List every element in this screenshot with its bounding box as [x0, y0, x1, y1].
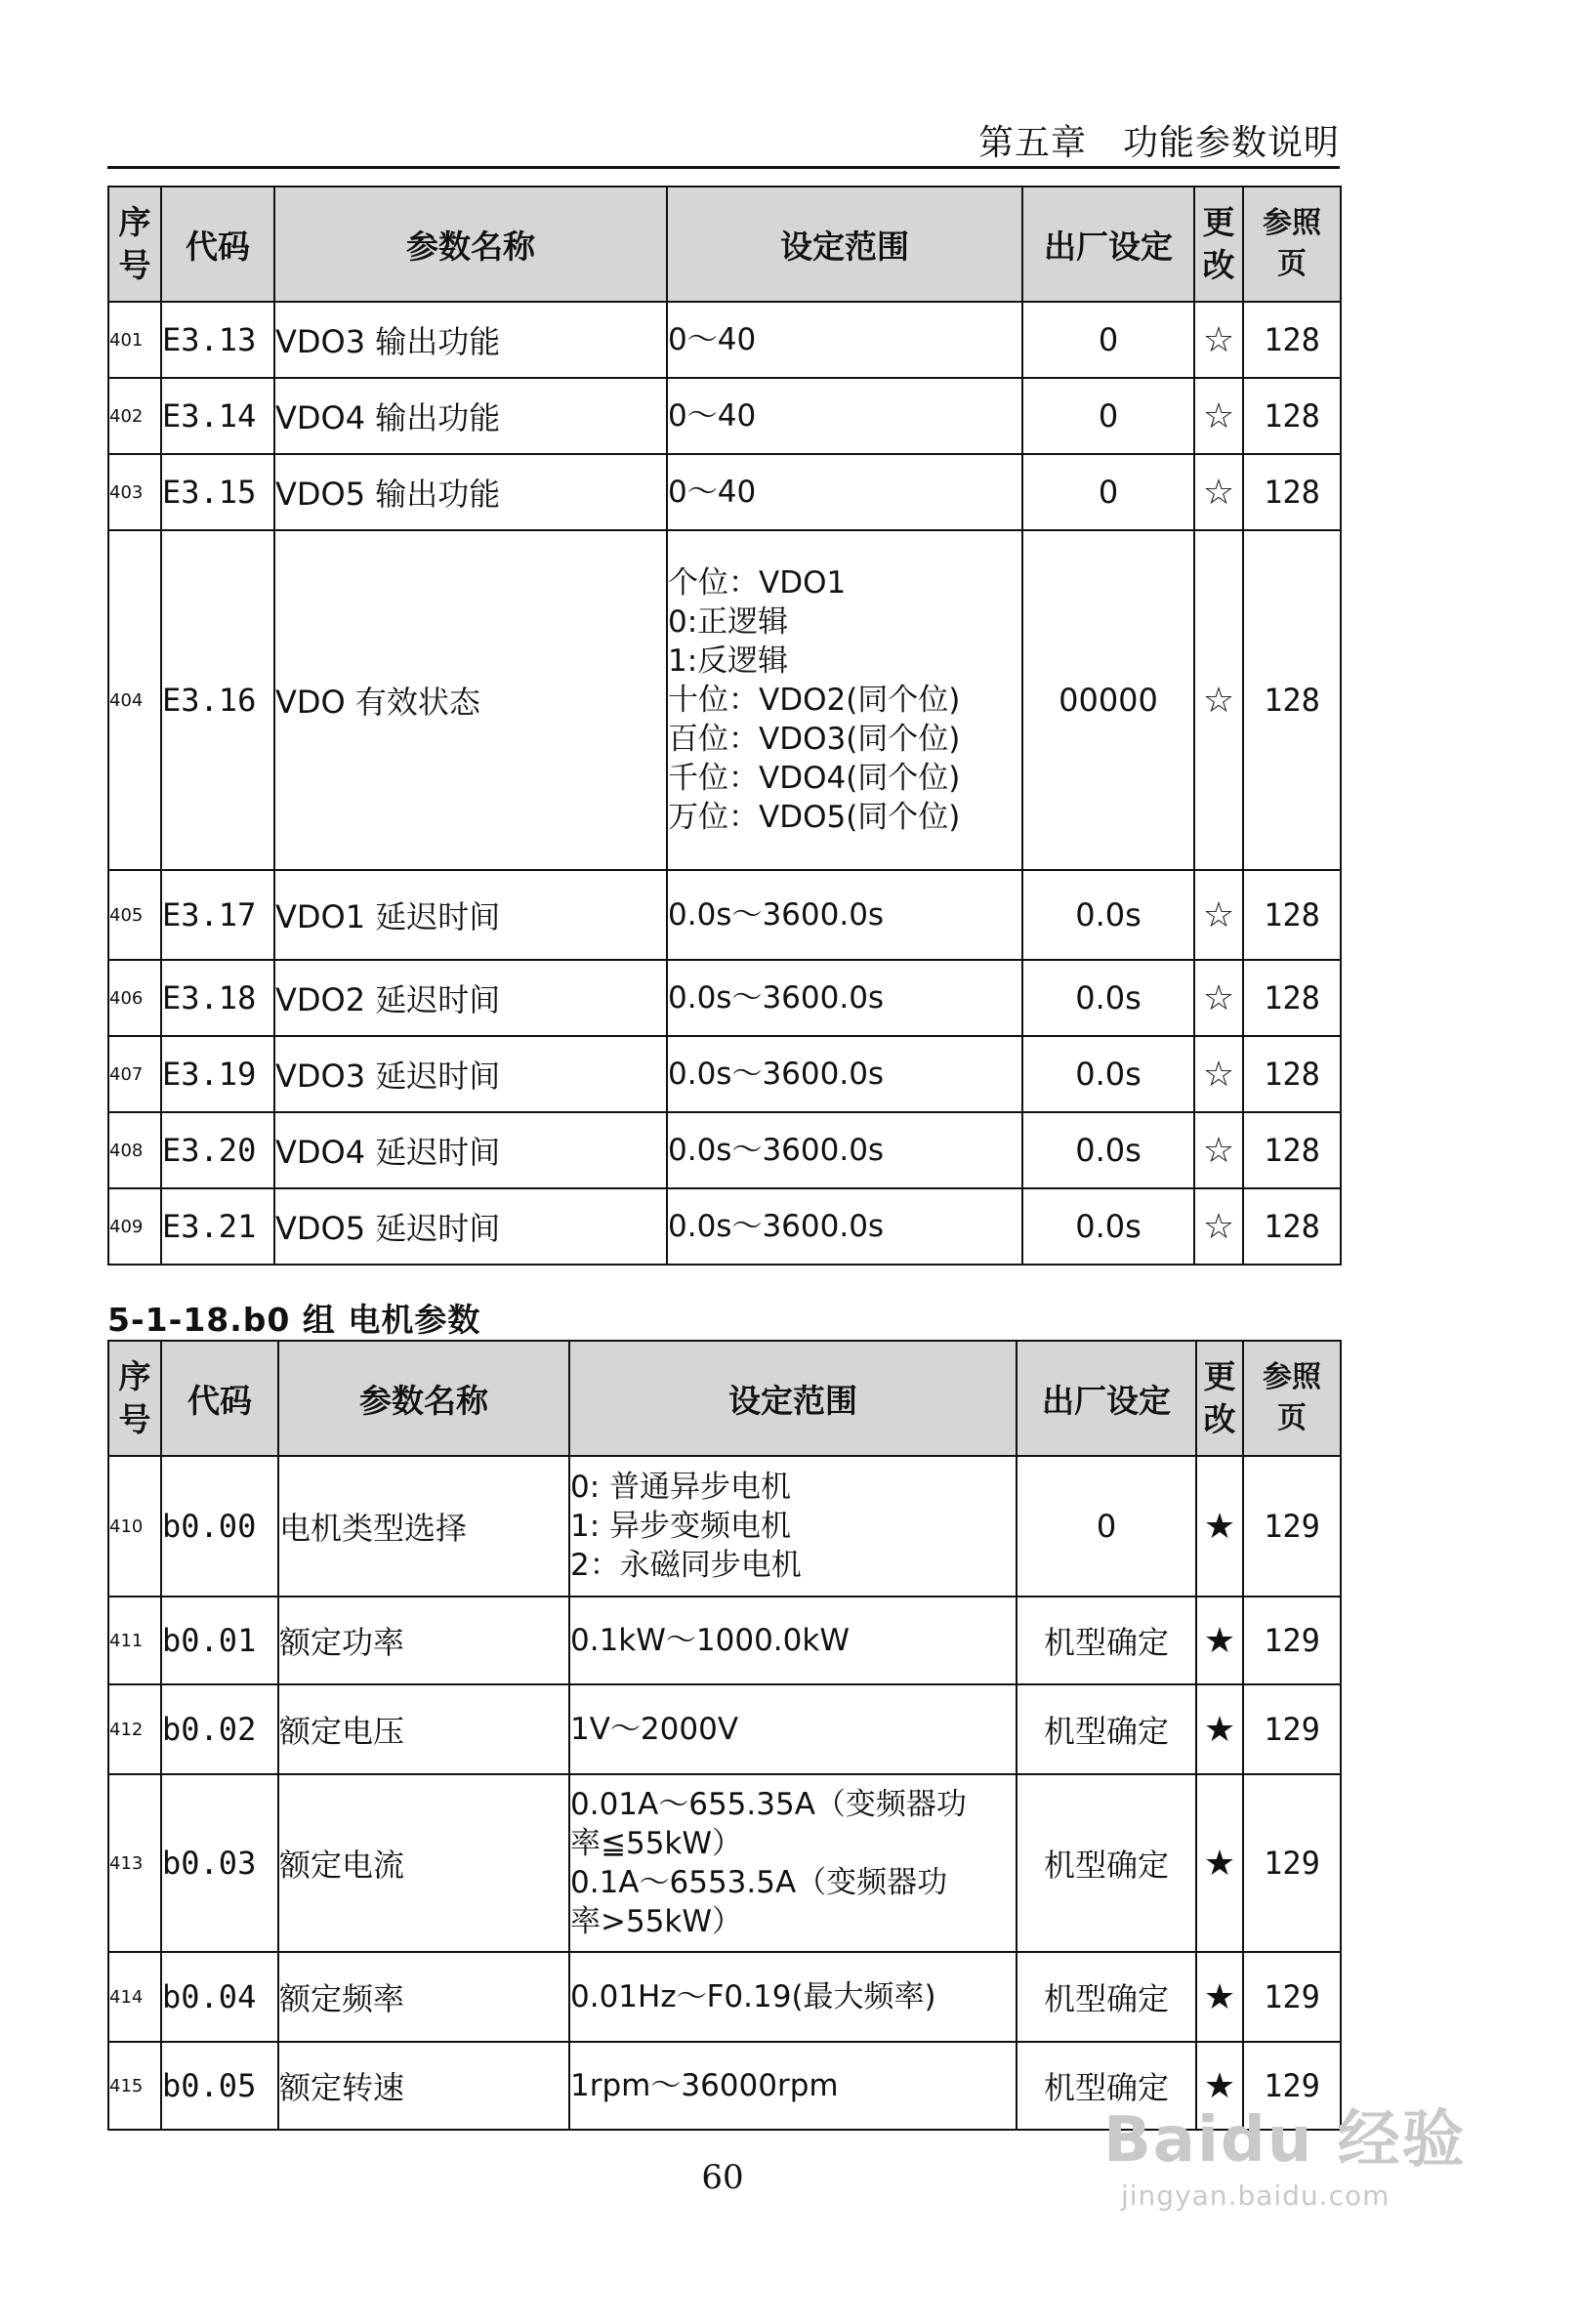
name-cell: VDO3 延迟时间 [274, 1036, 667, 1112]
range-line: 0:正逻辑 [668, 604, 789, 640]
header-code: 代码 [161, 1341, 278, 1456]
seq-cell: 415 [108, 2042, 161, 2130]
ref-cell: 129 [1243, 1774, 1341, 1952]
ref-cell: 128 [1243, 1188, 1341, 1265]
default-cell: 0 [1022, 454, 1194, 530]
seq-cell: 402 [108, 378, 161, 454]
range-line: 0.1kW～1000.0kW [570, 1623, 850, 1658]
seq-cell: 407 [108, 1036, 161, 1112]
code-cell: E3.15 [161, 454, 274, 530]
range-line: 0.0s～3600.0s [668, 1057, 885, 1092]
seq-cell: 410 [108, 1456, 161, 1597]
table-header-row [108, 1341, 1341, 1456]
name-cell: VDO2 延迟时间 [274, 960, 667, 1036]
parameter-table-e3 [107, 186, 1342, 1266]
ref-cell: 128 [1243, 1036, 1341, 1112]
range-line: 率≦55kW） [570, 1826, 743, 1861]
ref-cell: 128 [1243, 870, 1341, 960]
table-row [108, 302, 1341, 378]
default-cell: 0.0s [1022, 960, 1194, 1036]
range-cell [569, 2042, 1017, 2130]
name-cell: 电机类型选择 [278, 1456, 569, 1597]
parameter-table-b0 [107, 1340, 1342, 2131]
range-cell [569, 1684, 1017, 1774]
seq-cell: 411 [108, 1597, 161, 1684]
header-code: 代码 [161, 187, 274, 302]
range-line: 0.0s～3600.0s [668, 897, 885, 933]
name-cell: VDO4 输出功能 [274, 378, 667, 454]
watermark [1103, 2090, 1474, 2212]
page-number: 60 [701, 2158, 744, 2197]
range-cell [667, 454, 1022, 530]
table-row [108, 530, 1341, 870]
table-row [108, 1112, 1341, 1188]
code-cell: b0.04 [161, 1952, 278, 2042]
range-line: 0: 普通异步电机 [570, 1470, 792, 1505]
header-seq: 序 号 [108, 1341, 161, 1456]
range-line: 0～40 [668, 398, 757, 434]
code-cell: E3.16 [161, 530, 274, 870]
code-cell: b0.02 [161, 1684, 278, 1774]
white-star-icon: ☆ [1194, 870, 1243, 960]
range-line: 2：永磁同步电机 [570, 1548, 802, 1583]
range-cell [569, 1952, 1017, 2042]
name-cell: VDO3 输出功能 [274, 302, 667, 378]
name-cell: 额定电流 [278, 1774, 569, 1952]
seq-cell: 401 [108, 302, 161, 378]
table2-body [108, 1456, 1341, 2130]
black-star-icon: ★ [1196, 2042, 1243, 2130]
default-cell: 0.0s [1022, 1112, 1194, 1188]
range-line: 0.01Hz～F0.19(最大频率) [570, 1979, 936, 2014]
table-row [108, 1774, 1341, 1952]
black-star-icon: ★ [1196, 1684, 1243, 1774]
default-cell: 0.0s [1022, 1188, 1194, 1265]
header-name: 参数名称 [274, 187, 667, 302]
white-star-icon: ☆ [1194, 454, 1243, 530]
black-star-icon: ★ [1196, 1456, 1243, 1597]
name-cell: VDO5 输出功能 [274, 454, 667, 530]
white-star-icon: ☆ [1194, 530, 1243, 870]
table-row [108, 1456, 1341, 1597]
range-cell [667, 1036, 1022, 1112]
range-cell [569, 1774, 1017, 1952]
table-row [108, 1952, 1341, 2042]
ref-cell: 129 [1243, 1456, 1341, 1597]
range-cell [667, 1188, 1022, 1265]
header-ref: 参照 页 [1243, 187, 1341, 302]
chapter-header: 第五章 功能参数说明 [977, 123, 1340, 163]
white-star-icon: ☆ [1194, 960, 1243, 1036]
code-cell: b0.03 [161, 1774, 278, 1952]
range-cell [667, 302, 1022, 378]
black-star-icon: ★ [1196, 1774, 1243, 1952]
header-change: 更 改 [1196, 1341, 1243, 1456]
code-cell: E3.17 [161, 870, 274, 960]
default-cell: 机型确定 [1017, 1774, 1196, 1952]
default-cell: 机型确定 [1017, 2042, 1196, 2130]
name-cell: VDO 有效状态 [274, 530, 667, 870]
code-cell: E3.21 [161, 1188, 274, 1265]
header-name: 参数名称 [278, 1341, 569, 1456]
name-cell: VDO5 延迟时间 [274, 1188, 667, 1265]
header-range: 设定范围 [667, 187, 1022, 302]
range-line: 0.1A～6553.5A（变频器功 [570, 1865, 948, 1900]
range-line: 1rpm～36000rpm [570, 2068, 839, 2103]
ref-cell: 129 [1243, 1684, 1341, 1774]
seq-cell: 409 [108, 1188, 161, 1265]
table-row [108, 870, 1341, 960]
table-row [108, 378, 1341, 454]
name-cell: 额定功率 [278, 1597, 569, 1684]
range-cell [667, 378, 1022, 454]
seq-cell: 413 [108, 1774, 161, 1952]
table-row [108, 1036, 1341, 1112]
ref-cell: 128 [1243, 454, 1341, 530]
header-seq: 序 号 [108, 187, 161, 302]
black-star-icon: ★ [1196, 1952, 1243, 2042]
name-cell: 额定电压 [278, 1684, 569, 1774]
range-cell [667, 870, 1022, 960]
table-row [108, 960, 1341, 1036]
range-line: 万位：VDO5(同个位) [668, 800, 961, 835]
range-line: 千位：VDO4(同个位) [668, 761, 961, 796]
white-star-icon: ☆ [1194, 302, 1243, 378]
range-cell [569, 1597, 1017, 1684]
range-line: 0.0s～3600.0s [668, 1209, 885, 1244]
range-line: 1: 异步变频电机 [570, 1509, 792, 1544]
code-cell: b0.00 [161, 1456, 278, 1597]
code-cell: b0.01 [161, 1597, 278, 1684]
seq-cell: 414 [108, 1952, 161, 2042]
ref-cell: 128 [1243, 960, 1341, 1036]
code-cell: E3.18 [161, 960, 274, 1036]
seq-cell: 412 [108, 1684, 161, 1774]
watermark-url: jingyan.baidu.com [1121, 2179, 1391, 2212]
default-cell: 0 [1017, 1456, 1196, 1597]
default-cell: 机型确定 [1017, 1684, 1196, 1774]
white-star-icon: ☆ [1194, 1188, 1243, 1265]
range-line: 1:反逻辑 [668, 643, 789, 679]
header-rule [107, 166, 1340, 169]
default-cell: 0 [1022, 302, 1194, 378]
code-cell: E3.20 [161, 1112, 274, 1188]
header-default: 出厂设定 [1022, 187, 1194, 302]
range-cell [667, 530, 1022, 870]
name-cell: 额定转速 [278, 2042, 569, 2130]
range-line: 率>55kW） [570, 1904, 743, 1939]
seq-cell: 405 [108, 870, 161, 960]
range-line: 1V～2000V [570, 1712, 739, 1747]
seq-cell: 408 [108, 1112, 161, 1188]
seq-cell: 403 [108, 454, 161, 530]
white-star-icon: ☆ [1194, 378, 1243, 454]
ref-cell: 128 [1243, 302, 1341, 378]
range-line: 个位：VDO1 [668, 565, 847, 601]
header-range: 设定范围 [569, 1341, 1017, 1456]
header-change: 更 改 [1194, 187, 1243, 302]
range-line: 0.0s～3600.0s [668, 980, 885, 1016]
ref-cell: 128 [1243, 1112, 1341, 1188]
default-cell: 0.0s [1022, 1036, 1194, 1112]
table-row [108, 1597, 1341, 1684]
table-row [108, 454, 1341, 530]
code-cell: b0.05 [161, 2042, 278, 2130]
ref-cell: 128 [1243, 530, 1341, 870]
range-cell [569, 1456, 1017, 1597]
default-cell: 00000 [1022, 530, 1194, 870]
white-star-icon: ☆ [1194, 1036, 1243, 1112]
table1-body [108, 302, 1341, 1265]
table-row [108, 1684, 1341, 1774]
seq-cell: 406 [108, 960, 161, 1036]
name-cell: VDO4 延迟时间 [274, 1112, 667, 1188]
ref-cell: 129 [1243, 1952, 1341, 2042]
range-line: 0.0s～3600.0s [668, 1133, 885, 1168]
range-cell [667, 960, 1022, 1036]
watermark-logo: Baidu 经验 [1103, 2104, 1467, 2177]
table-row [108, 1188, 1341, 1265]
range-line: 0～40 [668, 322, 757, 357]
section-title: 5-1-18.b0 组 电机参数 [107, 1301, 481, 1339]
header-default: 出厂设定 [1017, 1341, 1196, 1456]
name-cell: 额定频率 [278, 1952, 569, 2042]
ref-cell: 129 [1243, 2042, 1341, 2130]
default-cell: 0 [1022, 378, 1194, 454]
range-cell [667, 1112, 1022, 1188]
table-header-row [108, 187, 1341, 302]
name-cell: VDO1 延迟时间 [274, 870, 667, 960]
range-line: 0.01A～655.35A（变频器功 [570, 1787, 967, 1822]
range-line: 十位：VDO2(同个位) [668, 683, 961, 718]
range-line: 百位：VDO3(同个位) [668, 722, 961, 757]
code-cell: E3.19 [161, 1036, 274, 1112]
header-ref: 参照 页 [1243, 1341, 1341, 1456]
white-star-icon: ☆ [1194, 1112, 1243, 1188]
ref-cell: 129 [1243, 1597, 1341, 1684]
ref-cell: 128 [1243, 378, 1341, 454]
code-cell: E3.13 [161, 302, 274, 378]
seq-cell: 404 [108, 530, 161, 870]
code-cell: E3.14 [161, 378, 274, 454]
black-star-icon: ★ [1196, 1597, 1243, 1684]
default-cell: 机型确定 [1017, 1952, 1196, 2042]
range-line: 0～40 [668, 475, 757, 510]
default-cell: 机型确定 [1017, 1597, 1196, 1684]
default-cell: 0.0s [1022, 870, 1194, 960]
